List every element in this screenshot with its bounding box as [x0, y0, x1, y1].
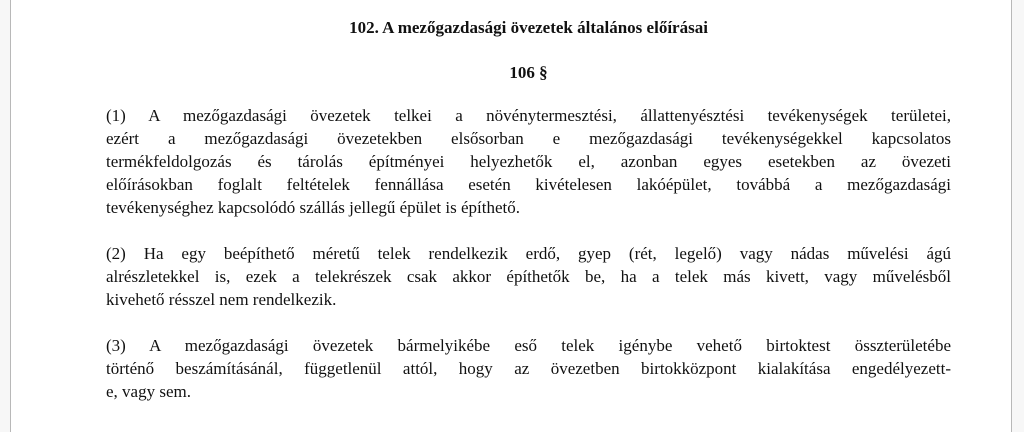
paragraph-line: történő beszámításánál, függetlenül attól, hogy az övezetben birtokközpont kialakítása engedélyezett-	[106, 359, 951, 378]
paragraph-number: 106 §	[509, 63, 548, 82]
paragraph-line: előírásokban foglalt feltételek fennállása esetén kivételesen lakóépület, továbbá a mezőgazdasági	[106, 175, 951, 194]
paragraph-3	[106, 334, 951, 403]
paragraph-line: alrészletekkel is, ezek a telekrészek csak akkor építhetők be, ha a telek más kivett, vagy művelésből	[106, 267, 951, 286]
paragraph-2	[106, 242, 951, 311]
document-body	[106, 0, 951, 403]
paragraph-line: e, vagy sem.	[106, 382, 191, 401]
paragraph-line: termékfeldolgozás és tárolás építményei helyezhetők el, azonban egyes esetekben az övezeti	[106, 152, 951, 171]
paragraph-line: (2) Ha egy beépíthető méretű telek rendelkezik erdő, gyep (rét, legelő) vagy nádas művelési ágú	[106, 244, 951, 263]
paragraph-line: (1) A mezőgazdasági övezetek telkei a növénytermesztési, állattenyésztési tevékenységek területei,	[106, 106, 951, 125]
section-title: 102. A mezőgazdasági övezetek általános előírásai	[349, 18, 708, 37]
paragraph-line: kivehető résszel nem rendelkezik.	[106, 290, 337, 309]
document-page	[10, 0, 1012, 432]
paragraph-1	[106, 104, 951, 219]
paragraph-line: (3) A mezőgazdasági övezetek bármelyikébe eső telek igénybe vehető birtoktest összterületébe	[106, 336, 951, 355]
paragraph-line: tevékenységhez kapcsolódó szállás jellegű épület is építhető.	[106, 198, 521, 217]
paragraph-line: ezért a mezőgazdasági övezetekben elsősorban e mezőgazdasági tevékenységekkel kapcsolatos	[106, 129, 951, 148]
